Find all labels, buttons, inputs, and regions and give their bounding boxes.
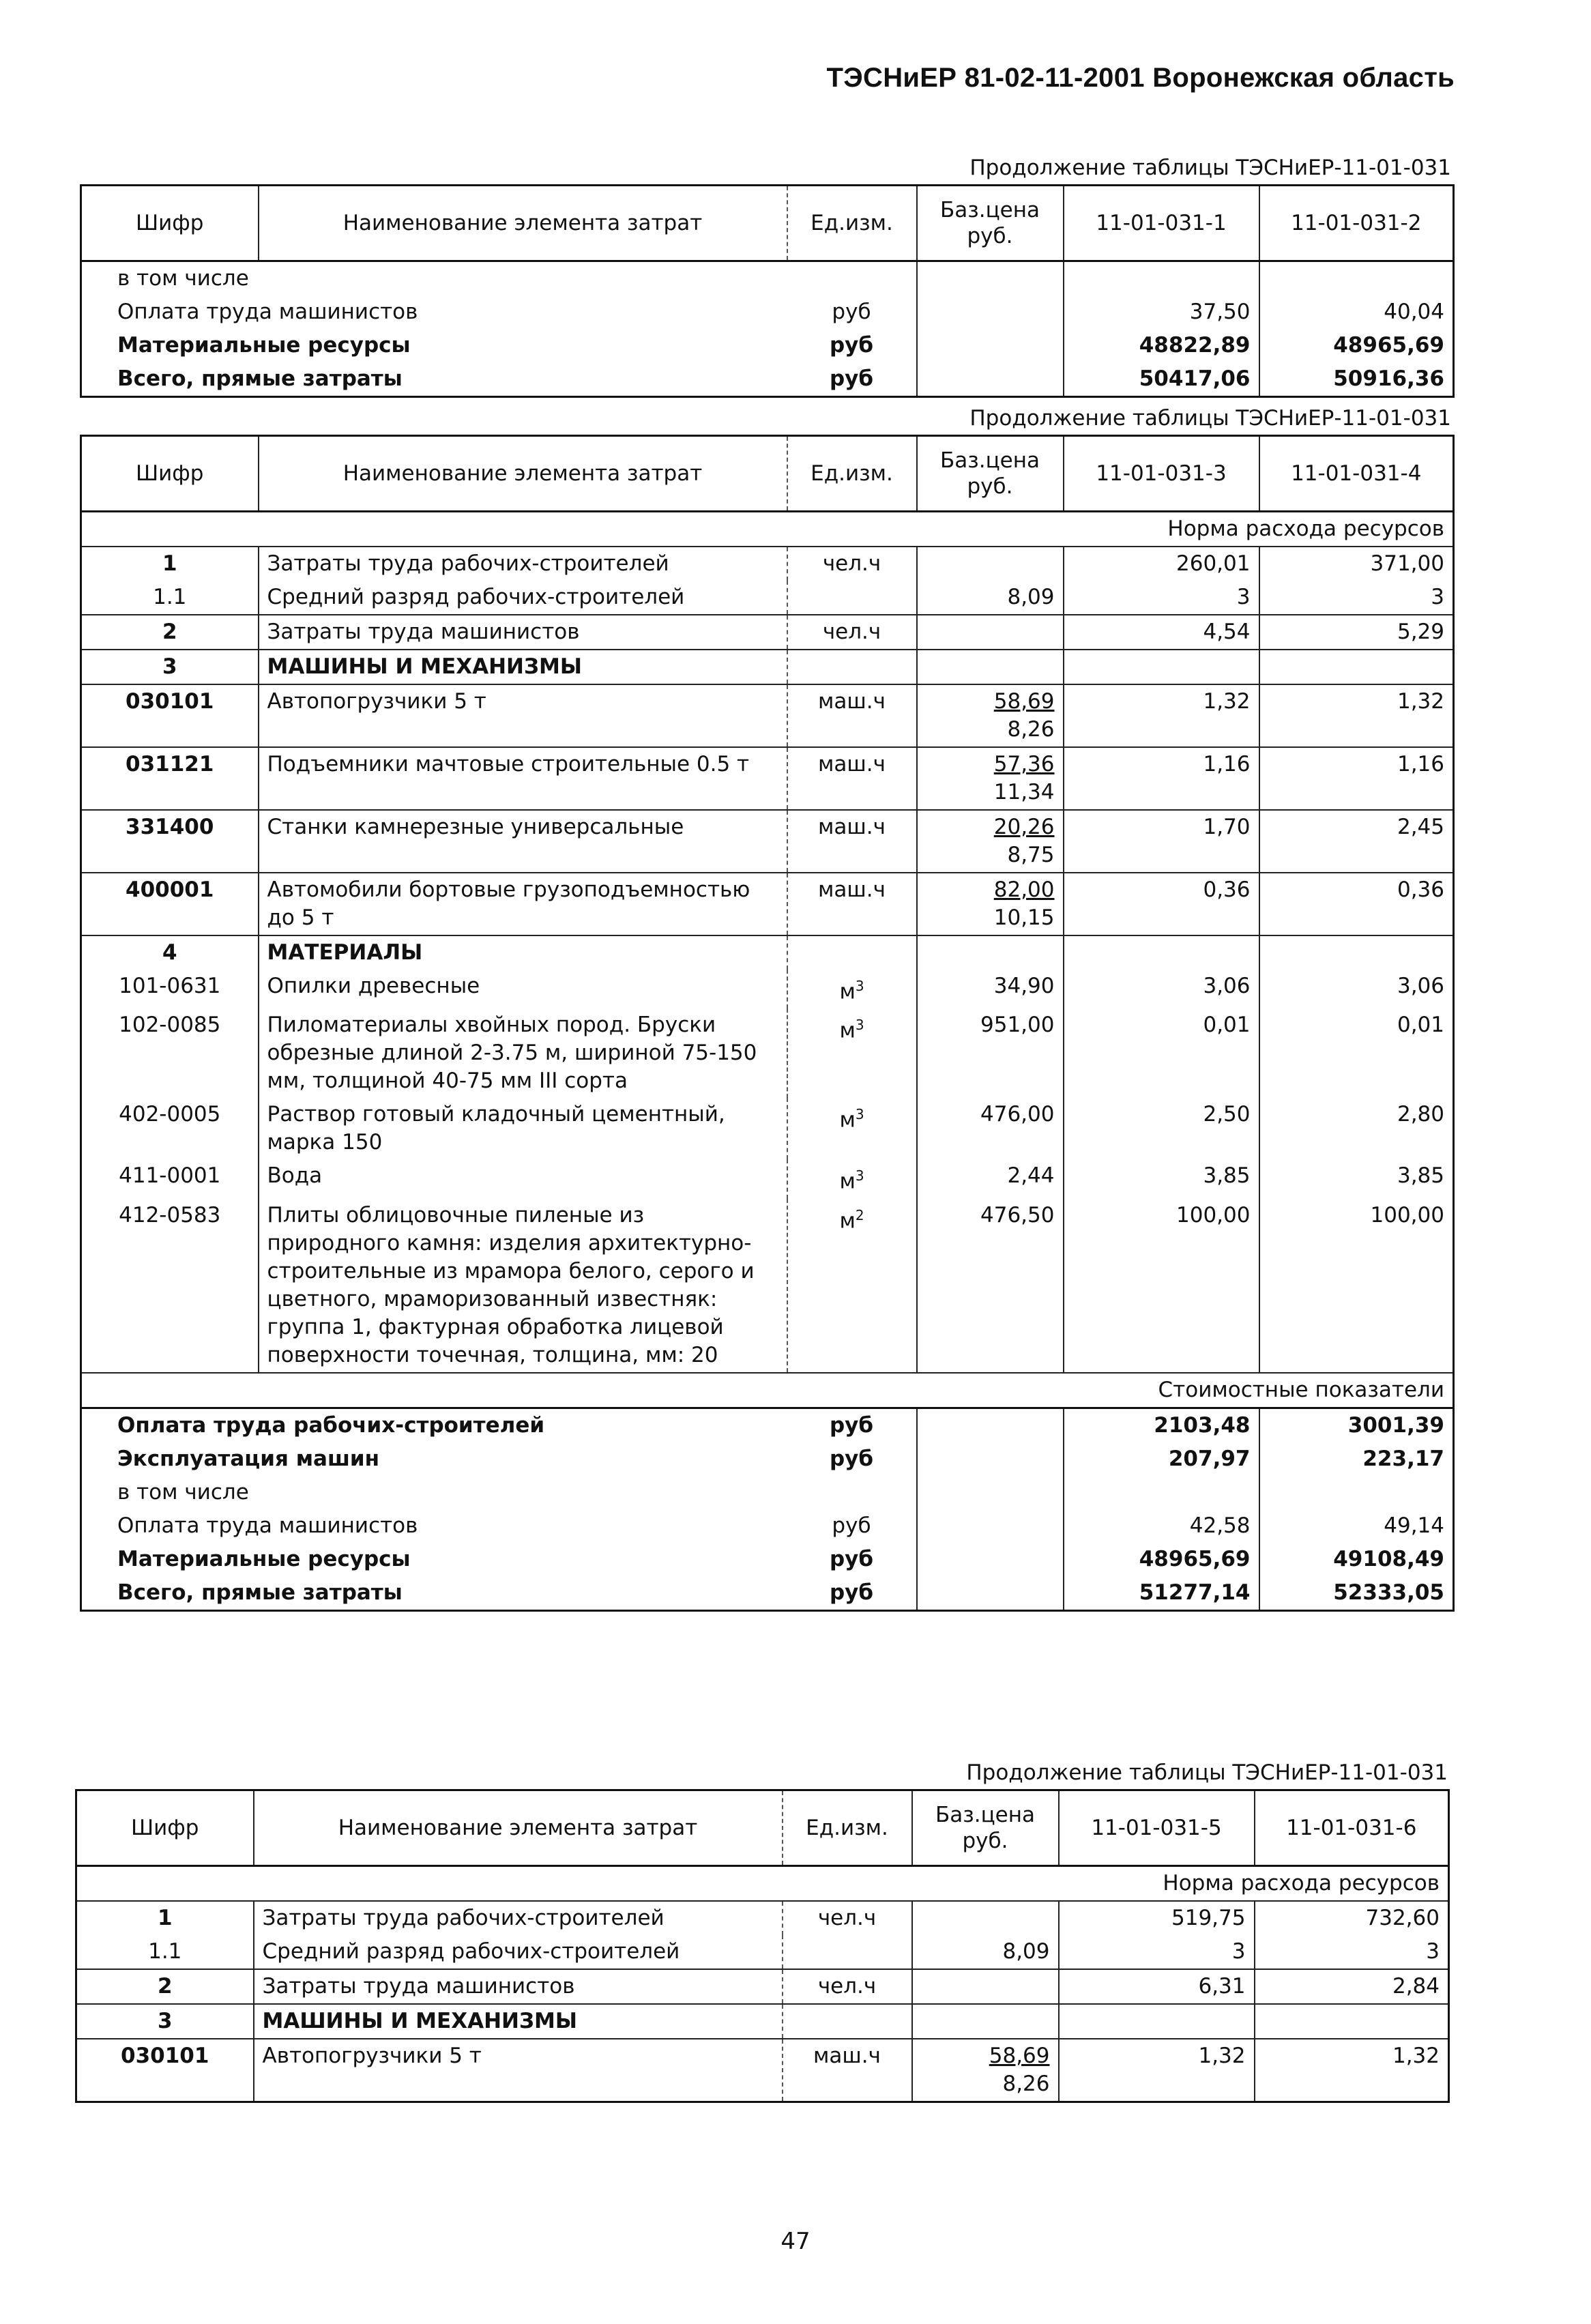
unit-exponent: 3 <box>855 1106 864 1123</box>
resource-name: Затраты труда рабочих-строителей <box>254 1901 783 1935</box>
norm-value: 3,06 <box>1064 970 1259 1008</box>
resource-price <box>917 650 1064 684</box>
empty-price-cell <box>917 1442 1064 1476</box>
total-unit <box>787 261 917 296</box>
norm-value: 2,84 <box>1255 1969 1449 2004</box>
norm-value: 0,36 <box>1259 873 1454 935</box>
resource-price <box>917 747 1064 810</box>
base-price: 476,00 <box>980 1102 1055 1127</box>
unit-text: м <box>839 979 856 1004</box>
total-value <box>1064 261 1259 296</box>
norm-value: 519,75 <box>1059 1901 1255 1935</box>
base-price: 20,26 <box>993 815 1055 839</box>
base-price: 57,36 <box>993 752 1055 776</box>
resource-name: Станки камнерезные универсальные <box>259 810 787 873</box>
resource-code: 101-0631 <box>119 974 221 998</box>
resource-unit <box>783 2039 912 2102</box>
norm-value: 2,45 <box>1259 810 1454 873</box>
norm-value: 5,29 <box>1259 615 1454 650</box>
total-label: в том числе <box>117 1479 249 1505</box>
total-unit: руб <box>787 1509 917 1543</box>
resource-price <box>917 810 1064 873</box>
resource-price <box>917 1098 1064 1159</box>
empty-price-cell <box>917 1576 1064 1611</box>
base-price: 58,69 <box>989 2044 1050 2068</box>
total-value <box>1064 1476 1259 1509</box>
resource-row <box>81 1008 1454 1098</box>
resource-row <box>81 970 1454 1008</box>
norm-value: 0,01 <box>1064 1008 1259 1098</box>
resource-name: Средний разряд рабочих-строителей <box>259 581 787 615</box>
table-1-body <box>81 261 1454 397</box>
norm-value: 3,06 <box>1397 974 1444 998</box>
resource-unit <box>787 684 917 747</box>
resource-unit <box>787 747 917 810</box>
code-column-2: 11-01-031-2 <box>1259 186 1454 261</box>
name-header: Наименование элемента затрат <box>259 186 787 261</box>
resource-name: Затраты труда машинистов <box>259 615 787 650</box>
total-value: 2103,48 <box>1064 1408 1259 1442</box>
norm-value <box>1255 2004 1449 2039</box>
resource-name: Автопогрузчики 5 т <box>259 684 787 747</box>
table-header <box>76 1790 1449 1866</box>
total-unit: руб <box>787 1543 917 1576</box>
code-header: Шифр <box>81 186 259 261</box>
resource-row <box>81 1098 1454 1159</box>
unit-header: Ед.изм. <box>787 186 917 261</box>
total-value: 48965,69 <box>1064 1543 1259 1576</box>
resource-code: 102-0085 <box>119 1013 221 1038</box>
resource-row <box>76 1901 1449 1935</box>
resource-price <box>917 684 1064 747</box>
norm-value: 6,31 <box>1059 1969 1255 2004</box>
total-row <box>81 1576 1454 1611</box>
total-label: Оплата труда машинистов <box>117 1513 418 1538</box>
total-label: Оплата труда рабочих-строителей <box>117 1412 545 1438</box>
code-header: Шифр <box>81 436 259 512</box>
resource-row <box>76 1969 1449 2004</box>
norm-value <box>1259 650 1454 684</box>
resource-name: Затраты труда машинистов <box>254 1969 783 2004</box>
resource-unit <box>783 2004 912 2039</box>
resource-price <box>912 1969 1059 2004</box>
unit-header: Ед.изм. <box>783 1790 912 1866</box>
code-column-4: 11-01-031-4 <box>1259 436 1454 512</box>
code-column-6: 11-01-031-6 <box>1255 1790 1449 1866</box>
resource-name: Плиты облицовочные пиленые из природного камня: изделия архитектурно-строительные из мрамора белого, серого и цветного, мраморизованный известняк: группа 1, фактурная обработка лицевой поверхности точечная, толщина, мм: 20 <box>259 1199 787 1373</box>
total-label: Эксплуатация машин <box>117 1446 380 1471</box>
resource-name: Средний разряд рабочих-строителей <box>254 1935 783 1969</box>
cost-table-3 <box>75 1789 1450 2103</box>
table-3-body <box>76 1901 1449 2102</box>
resource-code: 402-0005 <box>119 1102 221 1127</box>
resource-price <box>917 873 1064 935</box>
norm-value: 1,32 <box>1259 684 1454 747</box>
base-price: 82,00 <box>993 877 1055 902</box>
resource-price <box>917 1199 1064 1373</box>
base-price: 58,69 <box>993 689 1055 714</box>
total-row <box>81 362 1454 397</box>
unit-text: чел.ч <box>822 551 881 576</box>
wage-price: 11,34 <box>993 780 1055 804</box>
unit-exponent: 3 <box>855 1017 864 1034</box>
total-label: в том числе <box>117 266 249 291</box>
norm-value: 3 <box>1431 585 1444 609</box>
norm-value: 1,70 <box>1064 810 1259 873</box>
empty-price-cell <box>917 1476 1064 1509</box>
cost-table-1 <box>80 184 1455 398</box>
code-header: Шифр <box>76 1790 254 1866</box>
norm-row <box>76 1866 1449 1902</box>
cost-label: Стоимостные показатели <box>81 1373 1454 1408</box>
resource-row <box>81 873 1454 935</box>
resource-unit <box>787 615 917 650</box>
wage-price: 8,75 <box>1007 843 1055 867</box>
base-price: 951,00 <box>980 1013 1055 1038</box>
empty-price-cell <box>917 1408 1064 1442</box>
resource-price <box>917 615 1064 650</box>
code-column-1: 11-01-031-1 <box>1064 186 1259 261</box>
resource-code: 4 <box>81 935 259 970</box>
code-column-5: 11-01-031-5 <box>1059 1790 1255 1866</box>
resource-code: 2 <box>76 1969 254 2004</box>
norm-value: 3,85 <box>1397 1163 1444 1189</box>
resource-name: Затраты труда рабочих-строителей <box>259 547 787 581</box>
resource-name: МАШИНЫ И МЕХАНИЗМЫ <box>259 650 787 684</box>
resource-name: Автомобили бортовые грузоподъемностью до 5 т <box>259 873 787 935</box>
resource-row <box>81 547 1454 581</box>
resource-price <box>917 581 1064 615</box>
resource-row <box>81 684 1454 747</box>
resource-price <box>917 970 1064 1008</box>
resource-row <box>76 1935 1449 1969</box>
norm-value: 732,60 <box>1365 1906 1440 1930</box>
total-row <box>81 1476 1454 1509</box>
resource-code: 1 <box>162 551 177 576</box>
unit-text: м <box>839 1018 856 1043</box>
resource-code: 030101 <box>76 2039 254 2102</box>
norm-value: 1,32 <box>1255 2039 1449 2102</box>
resource-code: 2 <box>81 615 259 650</box>
unit-exponent: 3 <box>855 1167 864 1185</box>
total-row <box>81 295 1454 329</box>
unit-text: чел.ч <box>817 1974 877 1999</box>
norm-value: 100,00 <box>1370 1202 1444 1228</box>
total-unit: руб <box>787 362 917 397</box>
unit-text: маш.ч <box>818 877 886 902</box>
resource-code: 3 <box>81 650 259 684</box>
resource-code: 031121 <box>81 747 259 810</box>
resource-unit <box>787 970 917 1008</box>
total-unit: руб <box>787 1408 917 1442</box>
code-column-3: 11-01-031-3 <box>1064 436 1259 512</box>
resource-code: 1.1 <box>153 585 187 609</box>
unit-text: маш.ч <box>818 815 886 839</box>
total-unit <box>787 1476 917 1509</box>
resource-price <box>917 547 1064 581</box>
price-header: Баз.цена руб. <box>912 1790 1059 1866</box>
norm-value: 0,01 <box>1397 1013 1444 1038</box>
empty-price-cell <box>917 295 1064 329</box>
norm-value: 3,85 <box>1064 1159 1259 1198</box>
resource-price <box>917 1008 1064 1098</box>
norm-value: 0,36 <box>1064 873 1259 935</box>
total-row <box>81 1442 1454 1476</box>
resource-price <box>912 1935 1059 1969</box>
total-unit: руб <box>787 1576 917 1611</box>
empty-price-cell <box>917 261 1064 296</box>
empty-price-cell <box>917 1509 1064 1543</box>
resource-name: МАТЕРИАЛЫ <box>259 935 787 970</box>
resource-code: 411-0001 <box>119 1163 221 1189</box>
empty-price-cell <box>917 329 1064 362</box>
total-value: 51277,14 <box>1064 1576 1259 1611</box>
total-value <box>1259 261 1454 296</box>
total-value: 207,97 <box>1064 1442 1259 1476</box>
norm-value: 1,32 <box>1059 2039 1255 2102</box>
resource-name: Подъемники мачтовые строительные 0.5 т <box>259 747 787 810</box>
total-row <box>81 261 1454 296</box>
total-label: Материальные ресурсы <box>117 333 411 358</box>
total-unit: руб <box>787 295 917 329</box>
resource-row <box>81 935 1454 970</box>
cost-table-2 <box>80 435 1455 1612</box>
total-value: 3001,39 <box>1347 1412 1444 1438</box>
resource-code: 400001 <box>81 873 259 935</box>
unit-exponent: 3 <box>855 978 864 994</box>
unit-text: чел.ч <box>817 1906 877 1930</box>
resource-row <box>81 1159 1454 1198</box>
wage-price: 8,26 <box>1002 2072 1050 2096</box>
total-value: 37,50 <box>1064 295 1259 329</box>
resource-price <box>917 935 1064 970</box>
resource-unit <box>787 935 917 970</box>
norm-value: 371,00 <box>1370 551 1444 576</box>
resource-unit <box>787 650 917 684</box>
total-label: Всего, прямые затраты <box>117 366 403 391</box>
total-value: 40,04 <box>1384 300 1444 324</box>
price-header: Баз.цена руб. <box>917 436 1064 512</box>
resource-unit <box>787 581 917 615</box>
base-price: 8,09 <box>1007 585 1055 609</box>
unit-header: Ед.изм. <box>787 436 917 512</box>
name-header: Наименование элемента затрат <box>259 436 787 512</box>
norm-value <box>1064 650 1259 684</box>
norm-value: 260,01 <box>1064 547 1259 581</box>
resource-row <box>81 1199 1454 1373</box>
resource-unit <box>783 1901 912 1935</box>
total-value: 48822,89 <box>1064 329 1259 362</box>
resource-code: 030101 <box>81 684 259 747</box>
resource-name: МАШИНЫ И МЕХАНИЗМЫ <box>254 2004 783 2039</box>
total-label: Материальные ресурсы <box>117 1546 411 1571</box>
norm-value <box>1059 2004 1255 2039</box>
resource-code: 1.1 <box>148 1939 182 1964</box>
price-header: Баз.цена руб. <box>917 186 1064 261</box>
resource-unit <box>783 1969 912 2004</box>
norm-value: 1,16 <box>1064 747 1259 810</box>
document-header: ТЭСНиЕР 81-02-11-2001 Воронежская область <box>826 63 1455 93</box>
resource-unit <box>787 1199 917 1373</box>
total-unit: руб <box>787 329 917 362</box>
table-header <box>81 436 1454 512</box>
unit-text: м <box>839 1169 856 1194</box>
total-value: 50417,06 <box>1064 362 1259 397</box>
resource-unit <box>787 873 917 935</box>
unit-text: м <box>839 1208 856 1233</box>
continuation-caption: Продолжение таблицы ТЭСНиЕР-11-01-031 <box>969 156 1451 180</box>
cost-row <box>81 1373 1454 1408</box>
resource-price <box>912 2039 1059 2102</box>
total-value: 49108,49 <box>1333 1546 1444 1571</box>
total-value <box>1259 1476 1454 1509</box>
page-number: 47 <box>780 2228 811 2255</box>
total-row <box>81 329 1454 362</box>
total-label: Оплата труда машинистов <box>117 300 418 324</box>
wage-price: 10,15 <box>993 905 1055 930</box>
total-value: 48965,69 <box>1333 333 1444 358</box>
base-price: 8,09 <box>1002 1939 1050 1964</box>
norm-label: Норма расхода ресурсов <box>76 1866 1449 1902</box>
table-2-totals <box>81 1408 1454 1610</box>
resource-unit <box>787 1098 917 1159</box>
total-value: 52333,05 <box>1333 1580 1444 1605</box>
base-price: 34,90 <box>993 974 1055 998</box>
total-value: 50916,36 <box>1333 366 1444 391</box>
resource-unit <box>787 547 917 581</box>
norm-value: 3 <box>1426 1939 1440 1964</box>
total-value: 223,17 <box>1362 1446 1444 1471</box>
resource-code: 3 <box>76 2004 254 2039</box>
resource-unit <box>787 1008 917 1098</box>
unit-text: м <box>839 1107 856 1133</box>
total-row <box>81 1509 1454 1543</box>
total-row <box>81 1543 1454 1576</box>
total-unit: руб <box>787 1442 917 1476</box>
unit-text: маш.ч <box>818 752 886 776</box>
resource-row <box>81 615 1454 650</box>
norm-label: Норма расхода ресурсов <box>81 512 1454 547</box>
norm-value: 3 <box>1064 581 1259 615</box>
resource-price <box>912 1901 1059 1935</box>
resource-unit <box>787 1159 917 1198</box>
resource-row <box>81 747 1454 810</box>
norm-value <box>1064 935 1259 970</box>
resource-unit <box>783 1935 912 1969</box>
table-2-body <box>81 547 1454 1373</box>
norm-value: 3 <box>1059 1935 1255 1969</box>
unit-text: маш.ч <box>818 689 886 714</box>
resource-row <box>76 2039 1449 2102</box>
resource-name: Автопогрузчики 5 т <box>254 2039 783 2102</box>
continuation-caption: Продолжение таблицы ТЭСНиЕР-11-01-031 <box>966 1760 1448 1785</box>
empty-price-cell <box>917 362 1064 397</box>
base-price: 2,44 <box>1007 1163 1055 1189</box>
resource-code: 412-0583 <box>119 1202 221 1228</box>
norm-value: 1,16 <box>1259 747 1454 810</box>
wage-price: 8,26 <box>1007 717 1055 742</box>
norm-value: 4,54 <box>1064 615 1259 650</box>
resource-name: Вода <box>259 1159 787 1198</box>
resource-row <box>81 581 1454 615</box>
resource-code: 331400 <box>81 810 259 873</box>
norm-value: 2,80 <box>1397 1102 1444 1127</box>
norm-value <box>1259 935 1454 970</box>
total-value: 42,58 <box>1064 1509 1259 1543</box>
resource-name: Опилки древесные <box>259 970 787 1008</box>
resource-row <box>81 810 1454 873</box>
total-label: Всего, прямые затраты <box>117 1580 403 1605</box>
resource-price <box>917 1159 1064 1198</box>
resource-name: Раствор готовый кладочный цементный, марка 150 <box>259 1098 787 1159</box>
resource-code: 1 <box>157 1906 173 1930</box>
unit-exponent: 2 <box>855 1206 864 1223</box>
name-header: Наименование элемента затрат <box>254 1790 783 1866</box>
norm-value: 2,50 <box>1064 1098 1259 1159</box>
unit-text: чел.ч <box>822 620 881 644</box>
norm-row <box>81 512 1454 547</box>
total-row <box>81 1408 1454 1442</box>
norm-value: 1,32 <box>1064 684 1259 747</box>
unit-text: маш.ч <box>813 2044 881 2068</box>
table-header <box>81 186 1454 261</box>
empty-price-cell <box>917 1543 1064 1576</box>
resource-row <box>81 650 1454 684</box>
base-price: 476,50 <box>980 1202 1055 1228</box>
resource-unit <box>787 810 917 873</box>
norm-value: 100,00 <box>1064 1199 1259 1373</box>
resource-name: Пиломатериалы хвойных пород. Бруски обрезные длиной 2-3.75 м, шириной 75-150 мм, толщиной 40-75 мм III сорта <box>259 1008 787 1098</box>
resource-price <box>912 2004 1059 2039</box>
total-value: 49,14 <box>1384 1513 1444 1538</box>
resource-row <box>76 2004 1449 2039</box>
continuation-caption: Продолжение таблицы ТЭСНиЕР-11-01-031 <box>969 406 1451 431</box>
